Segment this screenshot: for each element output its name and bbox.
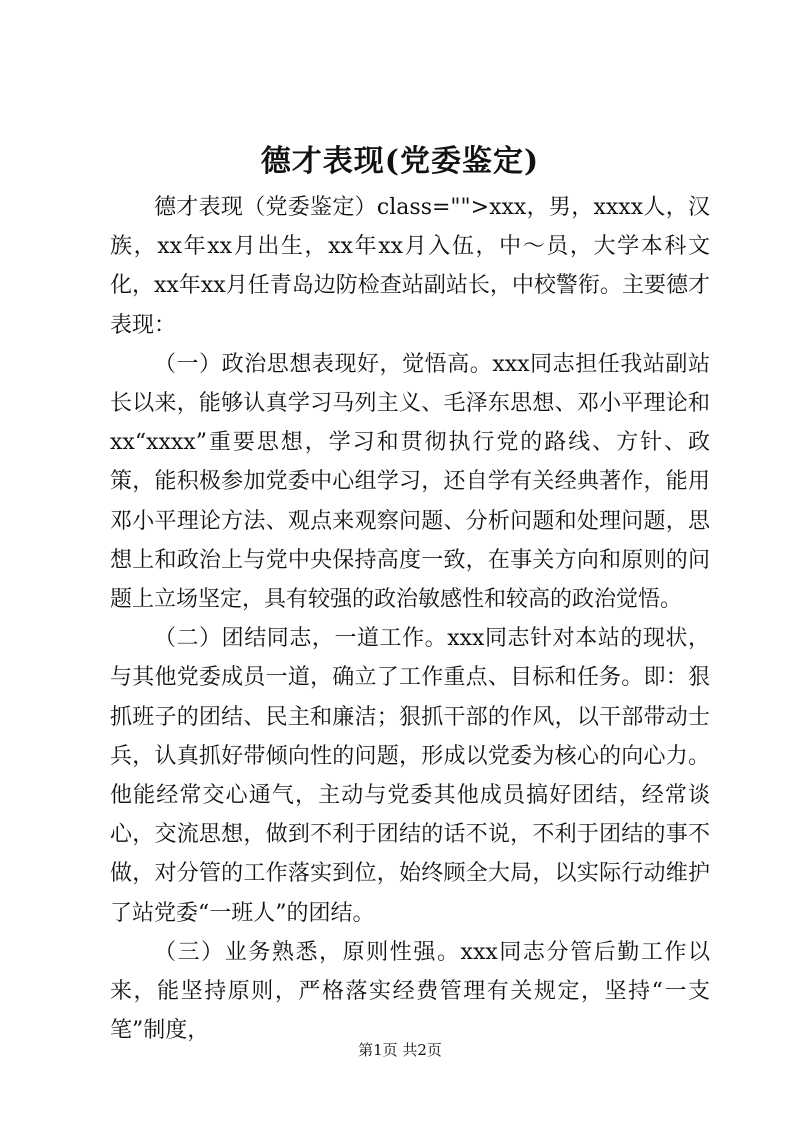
paragraph-intro: 德才表现（党委鉴定）class="">xxx，男，xxxx人，汉族，xx年xx月出生，xx年xx月入伍，中～员，大学本科文化，xx年xx月任青岛边防检查站副站长，中校警衔。主要德才表现： xyxy=(110,195,710,338)
page-number-footer: 第1页 共2页 xyxy=(358,1041,442,1059)
paragraph-political: （一）政治思想表现好，觉悟高。xxx同志担任我站副站长以来，能够认真学习马列主义、毛泽东思想、邓小平理论和xx“xxxx”重要思想，学习和贯彻执行党的路线、方针、政策，能积极参加党委中心组学习，还自学有关经典著作，能用邓小平理论方法、观点来观察问题、分析问题和处理问题，思想上和政治上与党中央保持高度一致，在事关方向和原则的问题上立场坚定，具有较强的政治敏感性和较高的政治觉悟。 xyxy=(110,351,710,613)
paragraph-business: （三）业务熟悉，原则性强。xxx同志分管后勤工作以来，能坚持原则，严格落实经费管理有关规定，坚持“一支笔”制度， xyxy=(110,939,710,1044)
paragraph-unity: （二）团结同志，一道工作。xxx同志针对本站的现状，与其他党委成员一道，确立了工作重点、目标和任务。即：狠抓班子的团结、民主和廉洁；狠抓干部的作风，以干部带动士兵，认真抓好带倾向性的问题，形成以党委为核心的向心力。他能经常交心通气，主动与党委其他成员搞好团结，经常谈心，交流思想，做到不利于团结的话不说，不利于团结的事不做，对分管的工作落实到位，始终顾全大局，以实际行动维护了站党委“一班人”的团结。 xyxy=(110,626,710,926)
document-body xyxy=(110,188,710,1050)
document-title: 德才表现(党委鉴定) xyxy=(260,144,540,179)
